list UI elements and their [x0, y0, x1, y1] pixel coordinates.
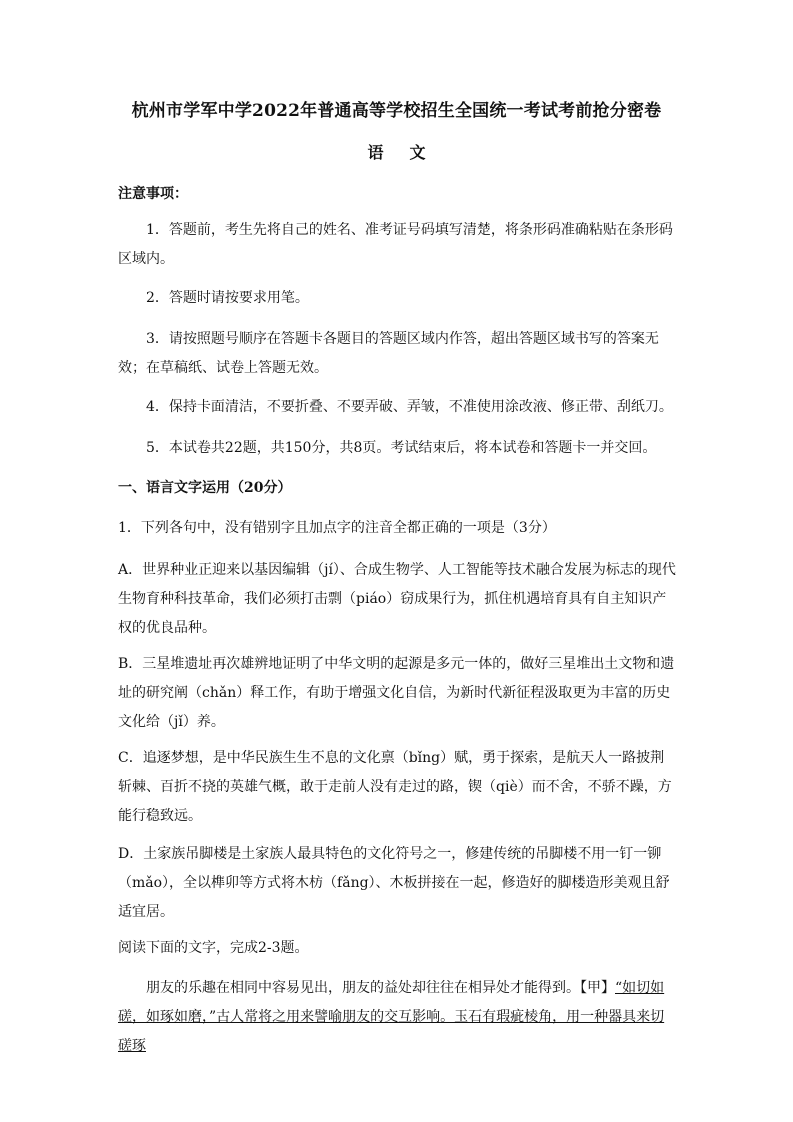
notice-heading: 注意事项：: [118, 186, 188, 202]
question-1-option-c: C．追逐梦想，是中华民族生生不息的文化禀（bǐng）赋，勇于探索，是航天人一路披荆斩棘、百折不挠的英雄气概，敢于走前人没有走过的路，锲（qiè）而不舍，不骄不躁，方能行稳致远。: [118, 750, 672, 824]
passage-underlined-text: “如切如磋，如琢如磨，”古人常将之用来譬喻朋友的交互影响。玉石有瑕疵棱角，用一种器具来切磋琢: [118, 980, 665, 1054]
notice-item-3: 3．请按照题号顺序在答题卡各题目的答题区域内作答，超出答题区域书写的答案无效；在草稿纸、试卷上答题无效。: [118, 331, 659, 376]
subject-title: 语文: [367, 143, 452, 162]
section-heading: 一、语言文字运用（20分）: [118, 480, 292, 496]
question-1-option-d: D．土家族吊脚楼是土家族人最具特色的文化符号之一，修建传统的吊脚楼不用一钉一铆（mǎo），全以榫卯等方式将木枋（fǎng）、木板拼接在一起，修造好的脚楼造形美观且舒适宜居。: [118, 846, 670, 920]
notice-item-1: 1．答题前，考生先将自己的姓名、准考证号码填写清楚，将条形码准确粘贴在条形码区域内。: [118, 222, 673, 267]
exam-title: 杭州市学军中学2022年普通高等学校招生全国统一考试考前抢分密卷: [131, 101, 662, 121]
question-1-stem: 1．下列各句中，没有错别字且加点字的注音全都正确的一项是（3分）: [118, 520, 556, 536]
reading-intro: 阅读下面的文字，完成2-3题。: [118, 940, 309, 956]
notice-item-2: 2．答题时请按要求用笔。: [146, 290, 309, 306]
question-1-option-b: B．三星堆遗址再次雄辨地证明了中华文明的起源是多元一体的，做好三星堆出土文物和遗址的研究阐（chǎn）释工作，有助于增强文化自信，为新时代新征程汲取更为丰富的历史文化给（jǐ）养。: [118, 656, 675, 730]
reading-passage: [118, 974, 678, 1061]
notice-item-4: 4．保持卡面清洁，不要折叠、不要弄破、弄皱，不准使用涂改液、修正带、刮纸刀。: [146, 399, 673, 415]
question-1-option-a: A．世界种业正迎来以基因编辑（jí）、合成生物学、人工智能等技术融合发展为标志的现代生物育种科技革命，我们必须打击剽（piáo）窃成果行为，抓住机遇培育具有自主知识产权的优良品种。: [118, 562, 676, 636]
notice-item-5: 5．本试卷共22题，共150分，共8页。考试结束后，将本试卷和答题卡一并交回。: [146, 440, 657, 456]
passage-text: 朋友的乐趣在相同中容易见出，朋友的益处却往往在相异处才能得到。【甲】: [146, 980, 615, 996]
